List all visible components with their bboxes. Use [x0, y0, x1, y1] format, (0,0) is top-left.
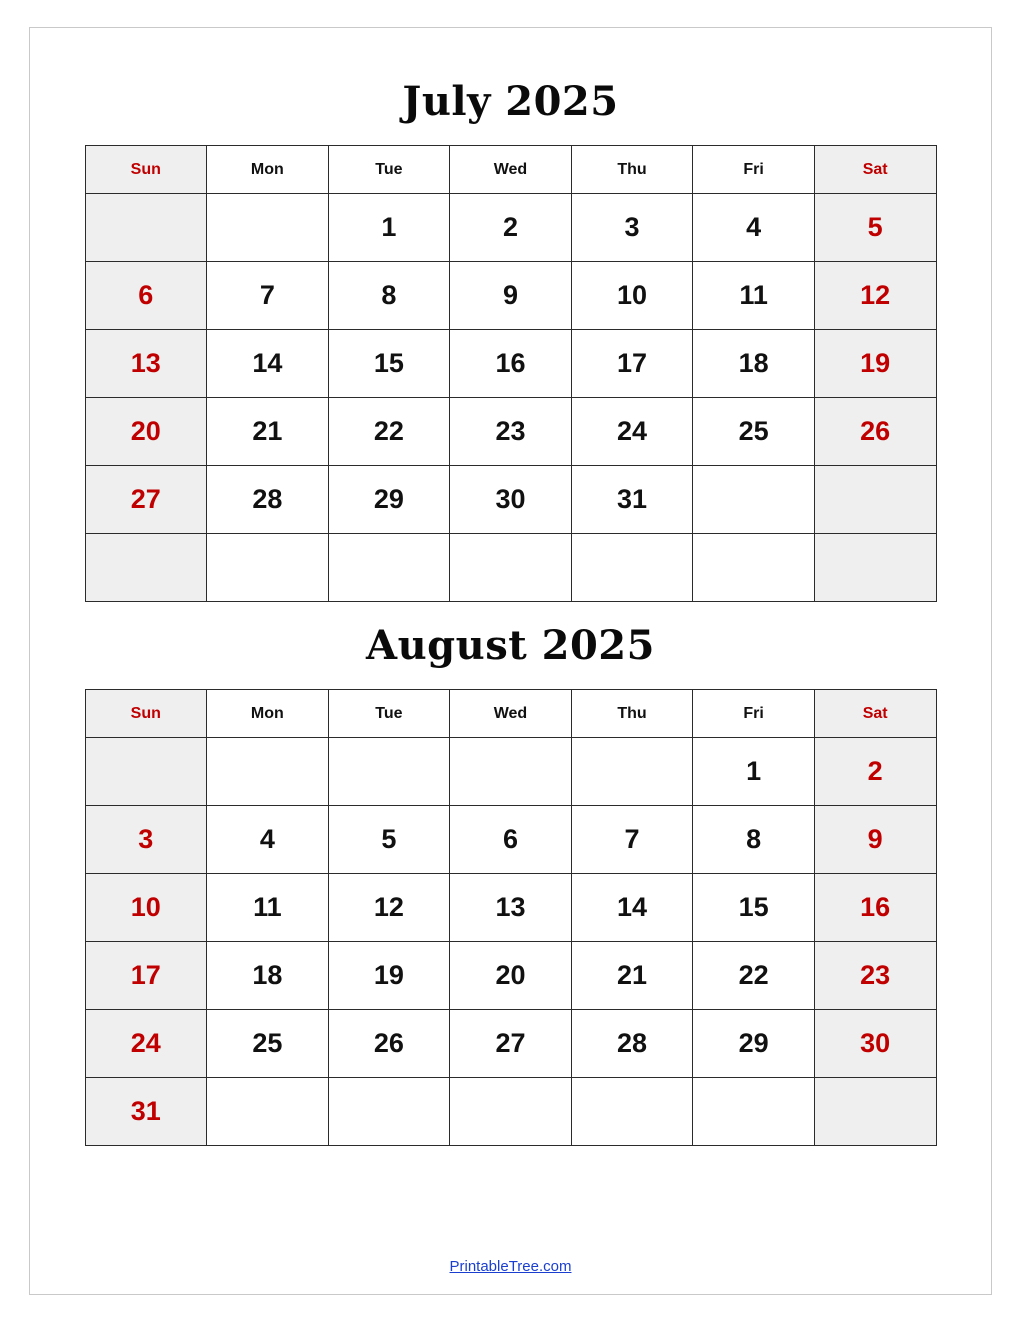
weekday-header-sun: Sun	[85, 146, 207, 194]
day-cell[interactable]: 25	[693, 398, 815, 466]
weekday-header-wed: Wed	[450, 690, 572, 738]
calendar-week-row	[85, 874, 936, 942]
day-cell[interactable]: 17	[571, 330, 693, 398]
weekday-header-thu: Thu	[571, 146, 693, 194]
calendar-page	[29, 27, 992, 1295]
weekday-header-sat: Sat	[814, 690, 936, 738]
day-cell[interactable]: 14	[207, 330, 329, 398]
day-cell[interactable]: 30	[450, 466, 572, 534]
calendar-week-row	[85, 262, 936, 330]
day-cell[interactable]: 2	[814, 738, 936, 806]
calendar-week-row	[85, 1010, 936, 1078]
day-cell[interactable]: 25	[207, 1010, 329, 1078]
weekday-header-mon: Mon	[207, 690, 329, 738]
calendar-table-august	[85, 689, 937, 1146]
source-link[interactable]: PrintableTree.com	[449, 1258, 572, 1275]
day-cell[interactable]: 22	[328, 398, 450, 466]
day-cell[interactable]	[85, 738, 207, 806]
day-cell[interactable]: 4	[207, 806, 329, 874]
page-title-july: July 2025	[402, 78, 619, 125]
weekday-header-sat: Sat	[814, 146, 936, 194]
day-cell[interactable]: 19	[814, 330, 936, 398]
day-cell[interactable]: 11	[207, 874, 329, 942]
day-cell[interactable]: 9	[450, 262, 572, 330]
calendar-week-row	[85, 806, 936, 874]
day-cell[interactable]: 23	[814, 942, 936, 1010]
day-cell[interactable]: 21	[571, 942, 693, 1010]
weekday-header-row	[85, 146, 936, 194]
day-cell[interactable]: 8	[693, 806, 815, 874]
day-cell[interactable]	[571, 1078, 693, 1146]
day-cell[interactable]: 12	[328, 874, 450, 942]
calendar-week-row	[85, 330, 936, 398]
day-cell[interactable]: 28	[571, 1010, 693, 1078]
day-cell[interactable]: 26	[814, 398, 936, 466]
day-cell[interactable]: 3	[85, 806, 207, 874]
calendar-week-row	[85, 1078, 936, 1146]
day-cell[interactable]: 21	[207, 398, 329, 466]
day-cell[interactable]	[814, 466, 936, 534]
day-cell[interactable]: 24	[571, 398, 693, 466]
day-cell[interactable]	[328, 1078, 450, 1146]
day-cell[interactable]	[328, 534, 450, 602]
day-cell[interactable]: 9	[814, 806, 936, 874]
weekday-header-mon: Mon	[207, 146, 329, 194]
day-cell[interactable]: 18	[693, 330, 815, 398]
day-cell[interactable]: 8	[328, 262, 450, 330]
calendar-week-row	[85, 398, 936, 466]
month-block-august	[30, 622, 991, 1146]
day-cell[interactable]	[571, 738, 693, 806]
day-cell[interactable]: 27	[450, 1010, 572, 1078]
day-cell[interactable]: 16	[450, 330, 572, 398]
day-cell[interactable]	[693, 534, 815, 602]
page-title-august: August 2025	[366, 622, 655, 669]
weekday-header-wed: Wed	[450, 146, 572, 194]
day-cell[interactable]: 15	[328, 330, 450, 398]
day-cell[interactable]: 27	[85, 466, 207, 534]
day-cell[interactable]: 29	[693, 1010, 815, 1078]
day-cell[interactable]	[85, 534, 207, 602]
day-cell[interactable]: 5	[328, 806, 450, 874]
weekday-header-sun: Sun	[85, 690, 207, 738]
day-cell[interactable]: 1	[693, 738, 815, 806]
day-cell[interactable]	[207, 194, 329, 262]
day-cell[interactable]: 29	[328, 466, 450, 534]
day-cell[interactable]: 14	[571, 874, 693, 942]
day-cell[interactable]: 18	[207, 942, 329, 1010]
day-cell[interactable]: 20	[85, 398, 207, 466]
day-cell[interactable]	[450, 738, 572, 806]
day-cell[interactable]: 7	[207, 262, 329, 330]
weekday-header-fri: Fri	[693, 146, 815, 194]
day-cell[interactable]: 15	[693, 874, 815, 942]
day-cell[interactable]: 31	[85, 1078, 207, 1146]
day-cell[interactable]: 31	[571, 466, 693, 534]
calendar-table-july	[85, 145, 937, 602]
day-cell[interactable]: 3	[571, 194, 693, 262]
weekday-header-tue: Tue	[328, 690, 450, 738]
weekday-header-thu: Thu	[571, 690, 693, 738]
day-cell[interactable]	[207, 1078, 329, 1146]
calendar-week-row	[85, 466, 936, 534]
weekday-header-tue: Tue	[328, 146, 450, 194]
day-cell[interactable]: 23	[450, 398, 572, 466]
day-cell[interactable]	[328, 738, 450, 806]
day-cell[interactable]: 2	[450, 194, 572, 262]
day-cell[interactable]: 7	[571, 806, 693, 874]
day-cell[interactable]: 26	[328, 1010, 450, 1078]
weekday-header-fri: Fri	[693, 690, 815, 738]
day-cell[interactable]: 16	[814, 874, 936, 942]
day-cell[interactable]	[814, 534, 936, 602]
day-cell[interactable]: 6	[450, 806, 572, 874]
day-cell[interactable]	[450, 1078, 572, 1146]
calendar-week-row	[85, 738, 936, 806]
day-cell[interactable]: 10	[85, 874, 207, 942]
day-cell[interactable]	[571, 534, 693, 602]
day-cell[interactable]: 19	[328, 942, 450, 1010]
day-cell[interactable]	[85, 194, 207, 262]
day-cell[interactable]	[693, 1078, 815, 1146]
footer	[30, 1258, 991, 1276]
day-cell[interactable]: 13	[450, 874, 572, 942]
day-cell[interactable]: 5	[814, 194, 936, 262]
day-cell[interactable]	[693, 466, 815, 534]
day-cell[interactable]: 17	[85, 942, 207, 1010]
day-cell[interactable]: 24	[85, 1010, 207, 1078]
day-cell[interactable]: 4	[693, 194, 815, 262]
calendar-week-row	[85, 942, 936, 1010]
day-cell[interactable]: 12	[814, 262, 936, 330]
calendar-week-row	[85, 534, 936, 602]
month-block-july	[30, 78, 991, 602]
day-cell[interactable]: 10	[571, 262, 693, 330]
day-cell[interactable]: 13	[85, 330, 207, 398]
day-cell[interactable]: 1	[328, 194, 450, 262]
calendar-week-row	[85, 194, 936, 262]
day-cell[interactable]: 30	[814, 1010, 936, 1078]
day-cell[interactable]: 22	[693, 942, 815, 1010]
day-cell[interactable]: 11	[693, 262, 815, 330]
weekday-header-row	[85, 690, 936, 738]
day-cell[interactable]	[814, 1078, 936, 1146]
day-cell[interactable]: 6	[85, 262, 207, 330]
day-cell[interactable]	[207, 738, 329, 806]
day-cell[interactable]	[450, 534, 572, 602]
day-cell[interactable]: 20	[450, 942, 572, 1010]
day-cell[interactable]: 28	[207, 466, 329, 534]
day-cell[interactable]	[207, 534, 329, 602]
